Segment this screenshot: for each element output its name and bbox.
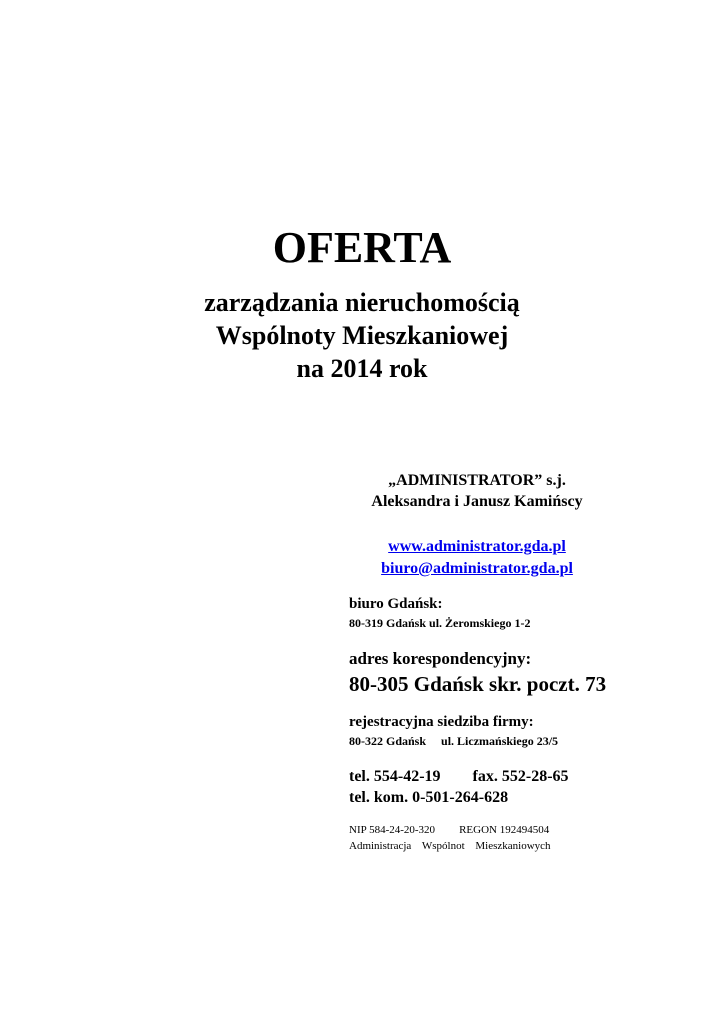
website-link[interactable]: www.administrator.gda.pl <box>388 538 566 555</box>
correspondence-block <box>349 648 606 698</box>
office-address: 80-319 Gdańsk ul. Żeromskiego 1-2 <box>349 616 531 630</box>
fax-number: fax. 552-28-65 <box>472 768 569 785</box>
company-links <box>349 536 605 580</box>
document-subtitle <box>0 286 724 385</box>
nip-number: NIP 584-24-20-320 <box>349 824 436 836</box>
registered-block <box>349 712 558 750</box>
document-title: OFERTA <box>272 223 452 272</box>
email-link[interactable]: biuro@administrator.gda.pl <box>381 560 573 577</box>
subtitle-line-3: na 2014 rok <box>296 354 428 383</box>
subtitle-line-2: Wspólnoty Mieszkaniowej <box>215 321 509 350</box>
registered-label: rejestracyjna siedziba firmy: <box>349 714 534 730</box>
subtitle-line-1: zarządzania nieruchomością <box>204 288 520 317</box>
activity-description: Administracja Wspólnot Mieszkaniowych <box>349 840 551 852</box>
office-block <box>349 594 530 632</box>
correspondence-address: 80-305 Gdańsk skr. poczt. 73 <box>349 672 607 696</box>
contact-block <box>349 766 569 808</box>
mobile-number: tel. kom. 0-501-264-628 <box>349 789 509 806</box>
registered-address: 80-322 Gdańsk ul. Liczmańskiego 23/5 <box>349 734 559 748</box>
identifiers-block <box>349 822 551 854</box>
regon-number: REGON 192494504 <box>459 824 550 836</box>
correspondence-label: adres korespondencyjny: <box>349 649 532 668</box>
office-label: biuro Gdańsk: <box>349 596 443 612</box>
company-owners: Aleksandra i Janusz Kamińscy <box>371 493 583 510</box>
company-name: „ADMINISTRATOR” s.j. <box>388 472 566 489</box>
company-header <box>349 470 605 512</box>
company-info <box>349 470 719 852</box>
phone-number: tel. 554-42-19 <box>349 768 441 785</box>
